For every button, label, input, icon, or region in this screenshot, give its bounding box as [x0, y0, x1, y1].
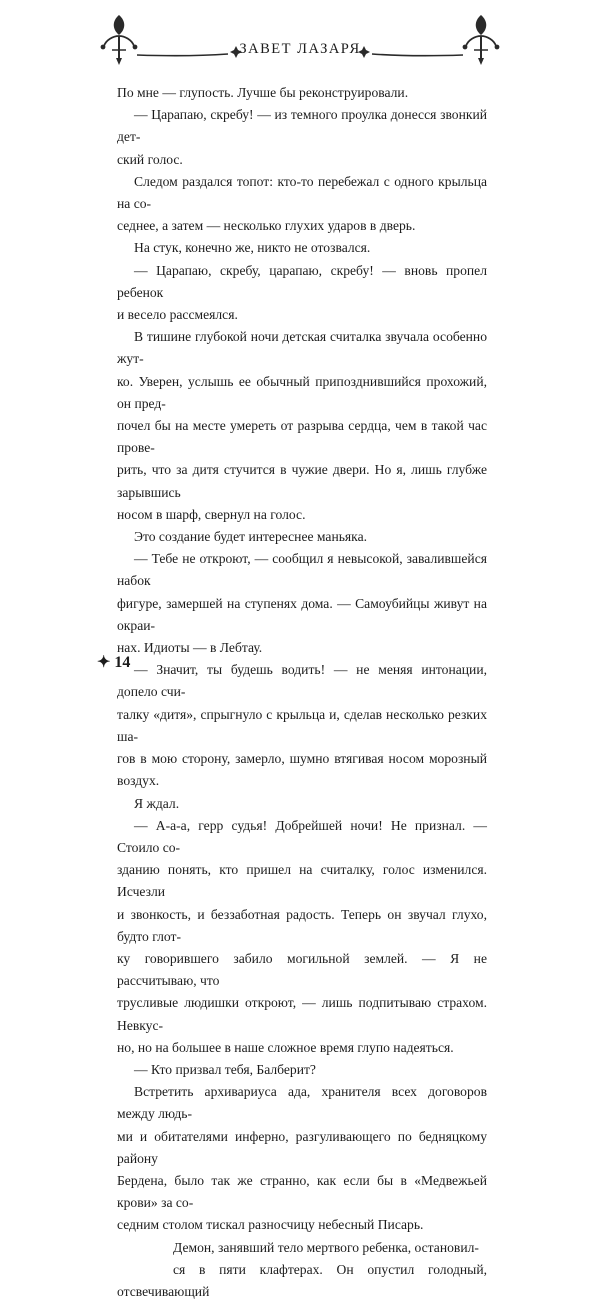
text-line: — Кто призвал тебя, Балберит?: [134, 1061, 316, 1077]
text-line: — Тебе не откроют, — сообщил я невысокой, завалившейся набок: [117, 551, 487, 589]
text-line: Бердена, было так же странно, как если бы в «Медвежьей крови» за со-: [117, 1172, 487, 1211]
text-line: седним столом тискал разносчицу небесный Писарь.: [117, 1217, 424, 1233]
text-line: — Значит, ты будешь водить! — не меняя интонации, допело счи-: [117, 662, 487, 700]
text-line: ми и обитателями инферно, разгуливающего по бедняцкому району: [117, 1128, 487, 1166]
text-line: — Царапаю, скребу, царапаю, скребу! — вновь пропел ребенок: [117, 262, 487, 300]
text-line: — А-а-а, герр судья! Добрейшей ночи! Не признал. — Стоило со-: [117, 817, 487, 855]
text-line: ко. Уверен, услышь ее обычный припозднившийся прохожий, он пред-: [117, 373, 487, 411]
text-line: На стук, конечно же, никто не отозвался.: [134, 240, 371, 256]
text-line: седнее, а затем — несколько глухих ударов в дверь.: [117, 218, 416, 234]
text-line: нах. Идиоты — в Лебтау.: [117, 640, 263, 656]
text-line: Демон, занявший тело мертвого ребенка, остановил-: [173, 1239, 479, 1255]
text-line: ся в пяти клафтерах. Он опустил голодный, отсвечивающий: [117, 1261, 487, 1299]
text-line: талку «дитя», спрыгнуло с крыльца и, сделав несколько резких ша-: [117, 706, 487, 744]
text-line: трусливые людишки откроют, — лишь подпитываю страхом. Невкус-: [117, 995, 487, 1033]
page-number: ✦ 14: [97, 654, 131, 671]
text-line: зданию понять, кто пришел на считалку, голос изменился. Исчезли: [117, 862, 487, 900]
text-line: и весело рассмеялся.: [117, 307, 238, 323]
text-line: Следом раздался топот: кто-то перебежал с одного крыльца на со-: [117, 173, 487, 212]
text-line: но, но на большее в наше сложное время глупо надеяться.: [117, 1039, 454, 1055]
text-line: Я ждал.: [134, 795, 180, 811]
text-line: — Царапаю, скребу! — из темного проулка донесся звонкий дет-: [117, 107, 487, 145]
header-ornament: [0, 0, 600, 72]
running-title: ЗАВЕТ ЛАЗАРЯ: [239, 41, 361, 57]
text-line: почел бы на месте умереть от разрыва сердца, чем в такой час прове-: [117, 418, 487, 456]
text-line: и звонкость, и беззаботная радость. Теперь он звучал глухо, будто глот-: [117, 906, 487, 944]
text-line: По мне — глупость. Лучше бы реконструировали.: [117, 85, 409, 100]
text-line: фигуре, замершей на ступенях дома. — Самоубийцы живут на окраи-: [117, 595, 487, 633]
text-line: В тишине глубокой ночи детская считалка звучала особенно жут-: [117, 329, 487, 367]
text-line: гов в мою сторону, замерло, шумно втягивая носом морозный воздух.: [117, 751, 487, 789]
text-line: Это создание будет интереснее маньяка.: [134, 529, 368, 545]
text-line: рить, что за дитя стучится в чужие двери. Но я, лишь глубже зарывшись: [117, 462, 487, 500]
text-line: носом в шарф, свернул на голос.: [117, 506, 306, 522]
body-text: [117, 82, 487, 1303]
text-line: Встретить архивариуса ада, хранителя всех договоров между людь-: [117, 1084, 487, 1122]
text-line: ку говорившего забило могильной землей. — Я не рассчитываю, что: [117, 950, 487, 989]
text-line: ский голос.: [117, 151, 183, 167]
running-header: [0, 0, 600, 72]
